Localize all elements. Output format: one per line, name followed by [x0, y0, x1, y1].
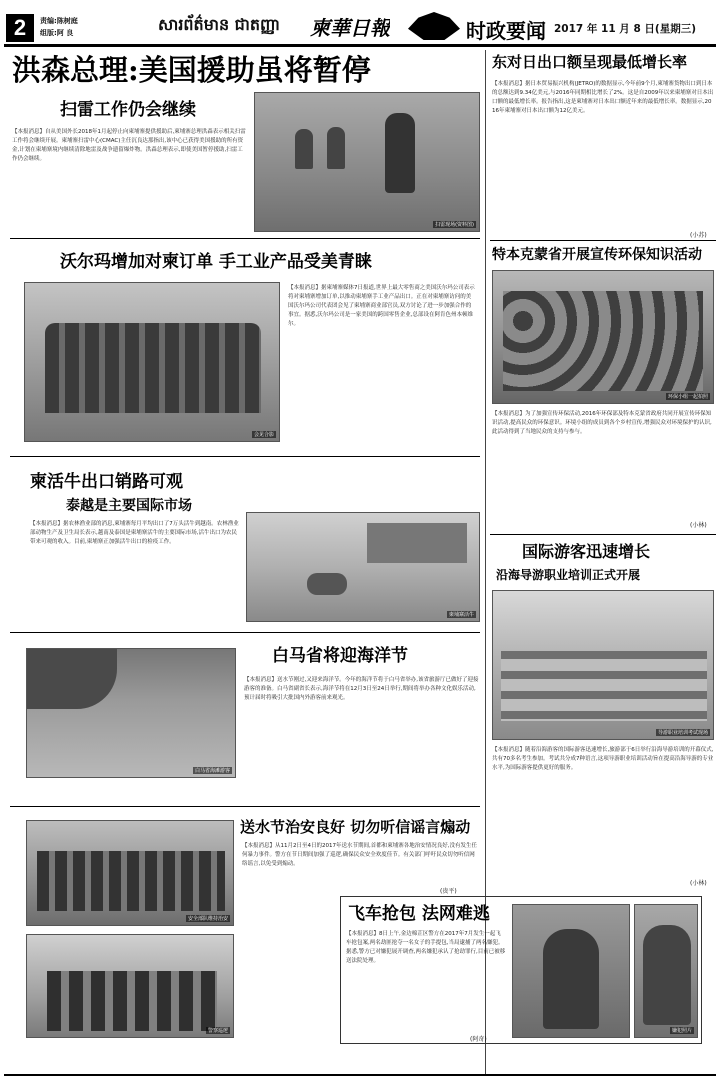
walmart-body: 【本报消息】据柬埔寨媒体7日报道,世界上最大零售商之美国沃尔玛公司表示将对柬埔寨增加订单,以推动柬埔寨手工业产品出口。正在对柬埔寨访问的美国沃尔玛公司代表团会见了柬埔寨商业部官员,双方讨论了进一步加强合作的事宜。据悉,沃尔玛公司是一家美国的跨国零售企业,总部设在阿肯色州本顿维尔。	[288, 285, 475, 327]
walmart-photo	[24, 282, 280, 442]
cattle-photo-caption: 柬埔寨活牛	[448, 612, 474, 618]
lead-body: 【本报消息】自从美国外长2018年1月起停止向柬埔寨提供援助后,柬埔寨总理洪森表示相关扫雷工作将会继续开展。柬埔寨扫雷中心(CMAC)主任沉良达那指出,该中心已获得美国援助的所有资金,计划在柬埔寨境内继续清除地雷及战争遗留爆炸物。洪森总理表示,即使美国暂停援助,扫雷工作仍会继续。	[12, 129, 246, 162]
tree-shape	[27, 649, 117, 709]
page-number: 2	[13, 15, 27, 40]
deminer-figure	[295, 129, 313, 169]
robbery-photo-2	[634, 904, 698, 1038]
jade-body: 【本报消息】据日本贸易振兴机构(JETRO)的数据显示,今年前9个月,柬埔寨货物出口到日本的总额达到9.34亿美元,与2016年同期相比增长了2%。这是自2009年以来柬埔寨对日本出口额的最低增长率。报告指出,这是柬埔寨对日本出口额近年来的最低增长率。数据显示,2016年柬埔寨对日本出口额为12亿美元。	[492, 81, 714, 114]
masthead-rule	[4, 44, 716, 47]
editor-credit: 责编:陈树庭	[40, 17, 78, 25]
bat-closing: (小林)	[690, 522, 707, 529]
cattle-subhead: 泰越是主要国际市场	[66, 498, 192, 514]
jade-closing: (小苏)	[690, 232, 707, 239]
section-rule	[10, 238, 480, 239]
robbery-photo-1	[512, 904, 630, 1038]
section-rule	[10, 806, 480, 807]
security-photo-caption-2: 警察巡逻	[207, 1028, 228, 1034]
jade-headline: 东对日出口额呈现最低增长率	[492, 53, 688, 71]
cattle-photo	[246, 512, 480, 622]
walmart-headline: 沃尔玛增加对柬订单 手工业产品受美青睐	[60, 252, 372, 272]
section-title: 时政要闻	[466, 19, 546, 43]
tourist-closing: (小林)	[690, 880, 707, 887]
crowd-shape	[503, 291, 703, 391]
bat-photo	[492, 270, 714, 404]
layout-credit: 组版:阿 良	[40, 29, 74, 37]
section-rule	[10, 456, 480, 457]
bat-body: 【本报消息】为了加强宣传环保活动,2016年环保部及特本克蒙省政府共同开展宣传环保知识活动,提高民众的环保意识。环境小组的成员到各个乡村宣传,增强民众对环境保护的认识,此活动得到了当地民众的支持与参与。	[492, 411, 712, 435]
security-headline: 送水节治安良好 切勿听信谣言煽动	[240, 818, 471, 836]
page-number-box	[6, 14, 34, 42]
security-photo-caption-1: 安全部队维持治安	[187, 916, 228, 922]
lead-headline: 洪森总理:美国援助虽将暂停	[12, 53, 371, 87]
bat-headline: 特本克蒙省开展宣传环保知识活动	[492, 247, 702, 263]
robbery-headline: 飞车抢包 法网难逃	[348, 904, 490, 924]
lead-photo-caption: 扫雷现场(资料图)	[435, 222, 474, 228]
security-body: 【本报消息】从11月2日至4日的2017年送水节期间,首都和柬埔寨各地治安情况良好,没有发生任何暴力事件。警方在节日期间加强了巡逻,确保民众安全欢度佳节。有关部门呼吁民众切勿听信网络谣言,以免受到煽动。	[242, 843, 477, 867]
masthead	[0, 0, 720, 46]
water-photo-caption: 白马省海滩游客	[194, 768, 230, 774]
officers-shape	[37, 851, 225, 911]
chinese-paper-name: 柬華日報	[310, 16, 390, 40]
security-closing: (贵平)	[440, 888, 457, 895]
robbery-body: 【本报消息】8日上午,金边棉芷区警方在2017年7月发生一起飞车抢包案,两名劫匪抢夺一名女子的手提包,当局逮捕了两名嫌犯。据悉,警方已对嫌犯展开调查,两名嫌犯承认了抢劫罪行,目前已被移送法院处理。	[346, 931, 506, 964]
section-rule	[490, 240, 716, 241]
classroom-desks	[501, 651, 707, 721]
section-rule	[490, 534, 716, 535]
section-rule	[10, 632, 480, 633]
robbery-photo-caption: 嫌犯照片	[671, 1028, 692, 1034]
khmer-paper-name: សារព័ត៌មាន ជាតញ្ញា	[158, 15, 281, 34]
masthead-logo-icon	[408, 12, 460, 40]
security-photo-1	[26, 820, 234, 926]
group-of-people	[45, 323, 261, 413]
tourist-photo	[492, 590, 714, 740]
robbery-closing: (阿奇)	[470, 1036, 487, 1043]
tourist-subhead: 沿海导游职业培训正式开展	[496, 568, 641, 582]
deminer-figure	[327, 127, 345, 169]
issue-date: 2017 年 11 月 8 日(星期三)	[554, 23, 697, 35]
officers-shape	[47, 971, 217, 1031]
cattle-body: 【本报消息】据农林渔业部的消息,柬埔寨每月平均出口了7万头活牛到越南。农林渔业部动物生产及卫生局长表示,越南及泰国是柬埔寨活牛的主要国际市场,活牛出口为农民带来可观的收入。目前,柬埔寨正加强活牛出口的检疫工作。	[30, 521, 239, 545]
bat-photo-caption: 环保小组一起拍照	[667, 394, 708, 400]
footer-rule	[4, 1074, 716, 1076]
tourist-headline: 国际游客迅速增长	[522, 542, 651, 561]
deminer-figure	[385, 113, 415, 193]
cattle-headline: 柬活牛出口销路可观	[30, 472, 183, 492]
cattle-shape	[307, 573, 347, 595]
tourist-photo-caption: 导游职业培训考试现场	[657, 730, 708, 736]
lead-photo	[254, 92, 480, 232]
officer-shape	[643, 925, 691, 1025]
walmart-photo-caption: 会见合影	[253, 432, 274, 438]
security-photo-2	[26, 934, 234, 1038]
water-headline: 白马省将迎海洋节	[272, 646, 408, 666]
water-photo	[26, 648, 236, 778]
tourist-body: 【本报消息】随着沿海游客的国际游客迅速增长,旅游部于6日举行沿海导游培训的开幕仪式,共有70多名考生参加。考试共分成7种语言,这项导游职业培训活动旨在提高沿海导游的专业水平,为国际游客提供更好的服务。	[492, 747, 714, 771]
water-body: 【本报消息】送水节刚过,又迎来海洋节。今年的海洋节将于白马省举办,该省旅游厅已做好了迎接游客的准备。白马省副省长表示,海洋节将在12月3日至24日举行,期间将举办各种文化娱乐活动,预计届时将吸引大批国内外游客前来观光。	[244, 677, 479, 701]
lead-subhead: 扫雷工作仍会继续	[60, 100, 196, 120]
suspect-shape	[543, 929, 599, 1029]
building-shape	[367, 523, 467, 563]
